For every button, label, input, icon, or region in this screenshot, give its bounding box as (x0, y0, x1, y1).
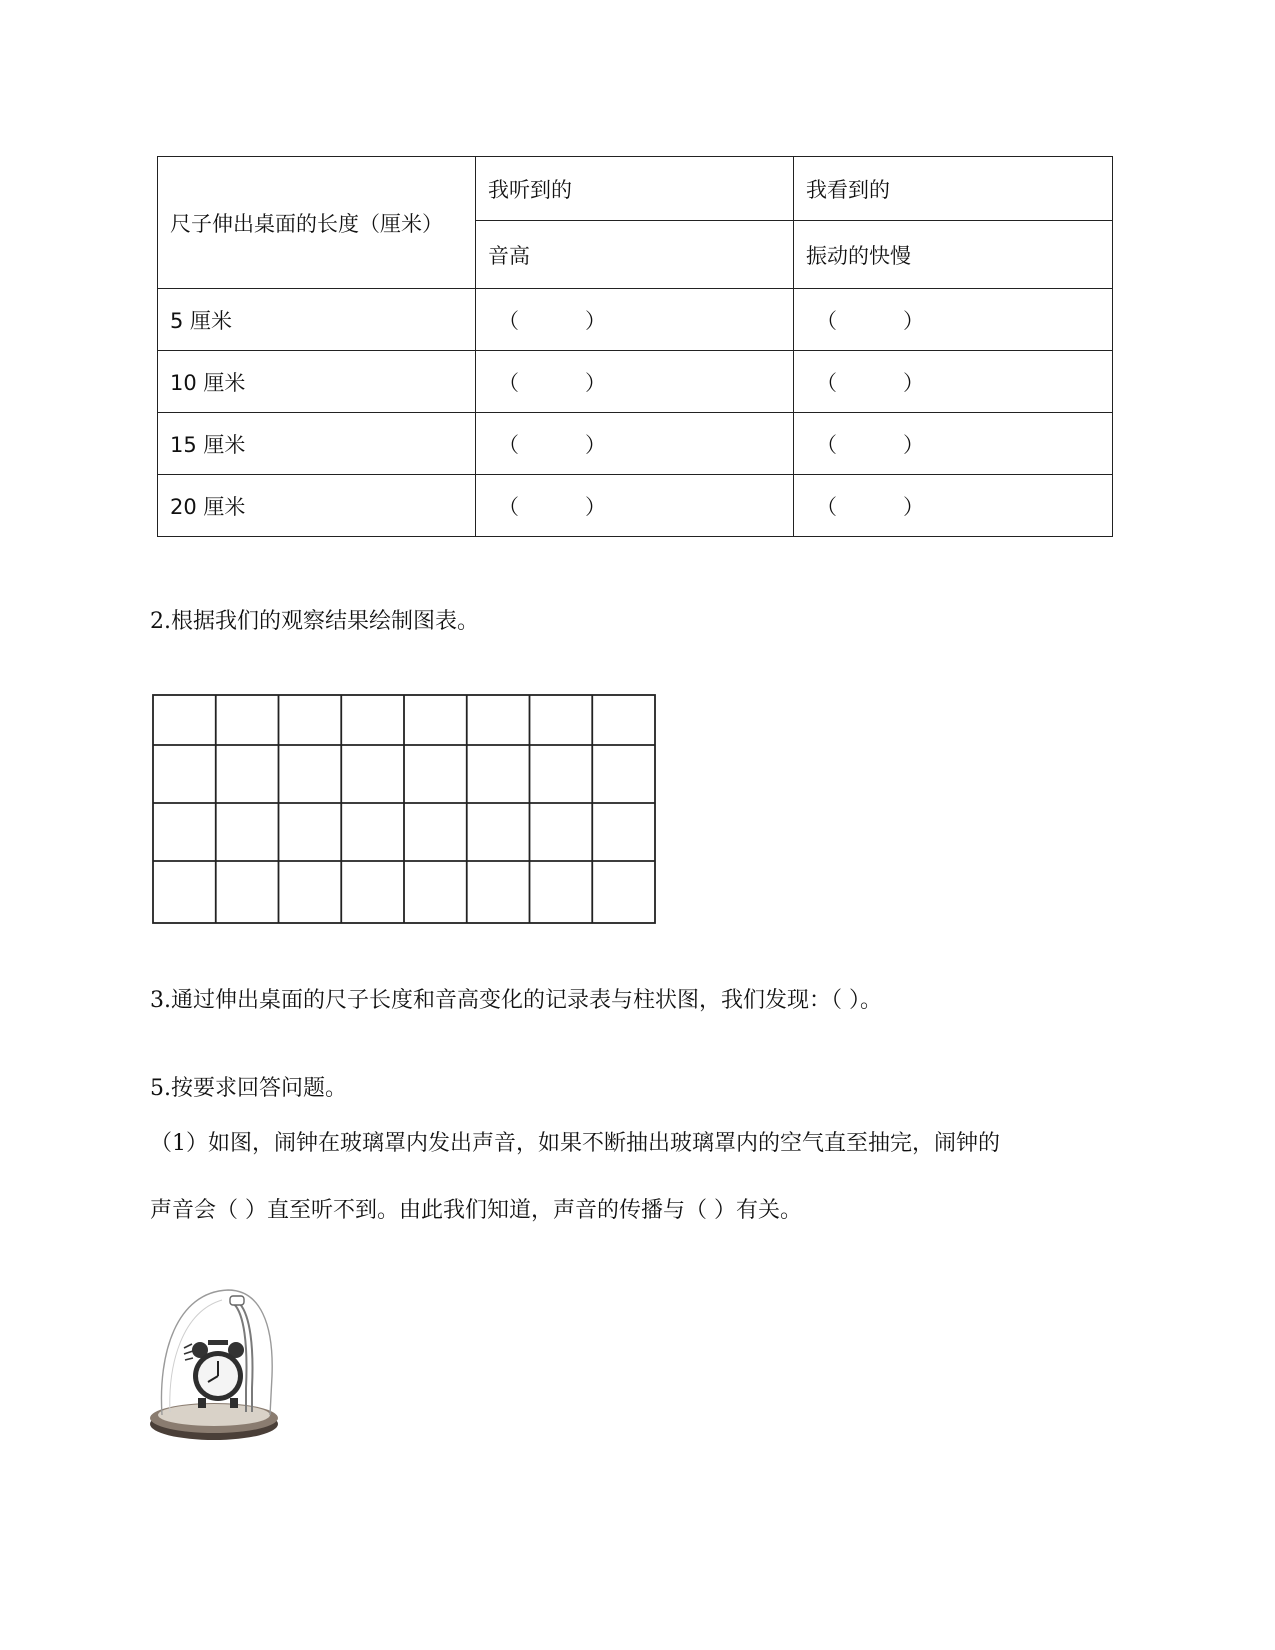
table-row (158, 413, 1113, 475)
header-seen: 我看到的 (794, 157, 1113, 221)
pitch-answer-blank[interactable]: （ ） (476, 413, 794, 475)
question-2-text: 2.根据我们的观察结果绘制图表。 (150, 609, 479, 634)
table-header-row (158, 157, 1113, 221)
question-5-part1-line1: （1）如图，闹钟在玻璃罩内发出声音，如果不断抽出玻璃罩内的空气直至抽完，闹钟的 (150, 1131, 1000, 1156)
vibration-answer-blank[interactable]: （ ） (794, 413, 1113, 475)
pitch-answer-blank[interactable]: （ ） (476, 351, 794, 413)
vibration-answer-blank[interactable]: （ ） (794, 475, 1113, 537)
table-row (158, 289, 1113, 351)
bell-jar-alarm-clock-icon (148, 1284, 288, 1454)
table-row (158, 351, 1113, 413)
record-table (157, 156, 1113, 537)
question-5-text: 5.按要求回答问题。 (150, 1076, 347, 1101)
row-length: 10 厘米 (158, 351, 476, 413)
vibration-answer-blank[interactable]: （ ） (794, 351, 1113, 413)
header-heard: 我听到的 (476, 157, 794, 221)
question-5-part1-line2: 声音会（ ）直至听不到。由此我们知道，声音的传播与（ ）有关。 (150, 1198, 802, 1223)
pitch-answer-blank[interactable]: （ ） (476, 475, 794, 537)
question-3-text: 3.通过伸出桌面的尺子长度和音高变化的记录表与柱状图，我们发现：（ ）。 (150, 988, 882, 1013)
row-length: 5 厘米 (158, 289, 476, 351)
row-length: 20 厘米 (158, 475, 476, 537)
row-length: 15 厘米 (158, 413, 476, 475)
header-vibration-speed: 振动的快慢 (794, 221, 1113, 289)
table-row (158, 475, 1113, 537)
header-pitch: 音高 (476, 221, 794, 289)
pitch-answer-blank[interactable]: （ ） (476, 289, 794, 351)
blank-chart-grid[interactable] (152, 694, 656, 924)
vibration-answer-blank[interactable]: （ ） (794, 289, 1113, 351)
header-ruler-length: 尺子伸出桌面的长度（厘米） (158, 157, 476, 289)
